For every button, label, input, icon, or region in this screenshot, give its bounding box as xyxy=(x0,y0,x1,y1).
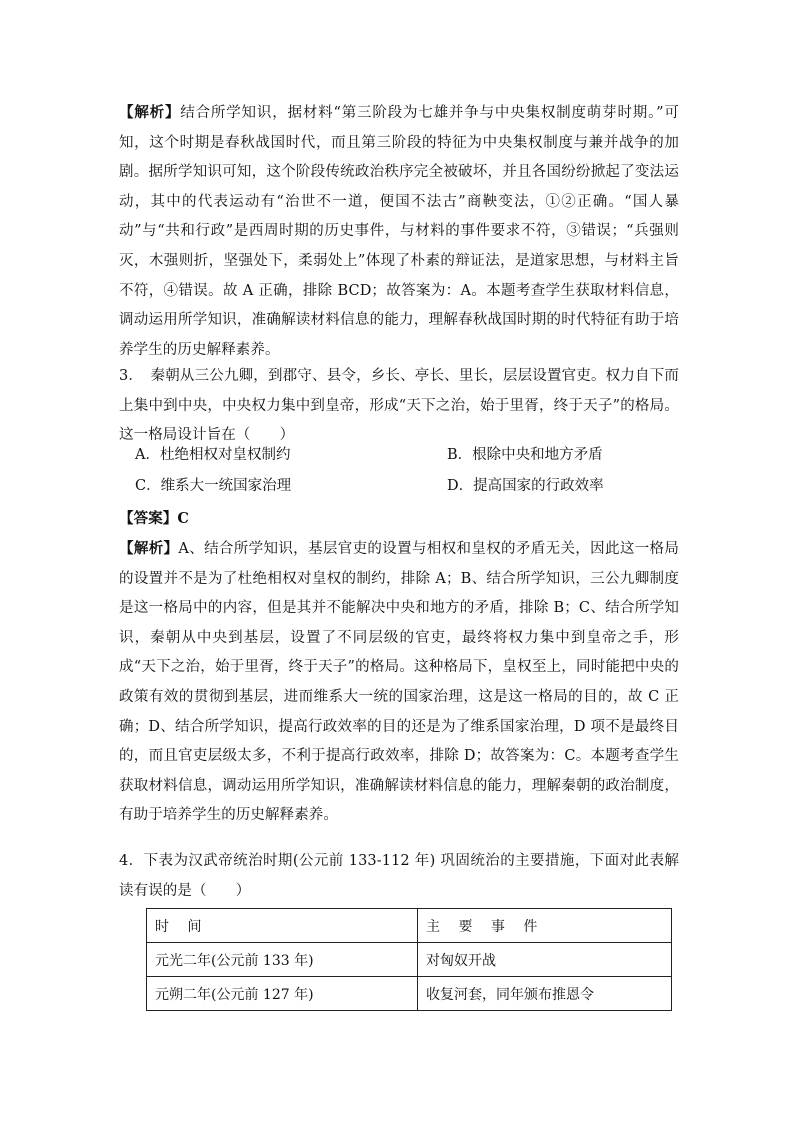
table-cell: 元光二年(公元前 133 年) xyxy=(147,943,418,977)
table-cell: 对匈奴开战 xyxy=(418,943,672,977)
table-header-cell: 时 间 xyxy=(147,909,418,943)
question-3-stem: 3． 秦朝从三公九卿，到郡守、县令，乡长、亭长、里长，层层设置官吏。权力自下而上集中到中央，中央权力集中到皇帝，形成“天下之治，始于里胥，终于天子”的格局。这一格局设计旨在（ ） xyxy=(119,368,679,444)
analysis-text: A、结合所学知识，基层官吏的设置与相权和皇权的矛盾无关，因此这一格局的设置并不是为了杜绝相权对皇权的制约，排除 A；B、结合所学知识，三公九卿制度是这一格局中的内容，但是其并不能解决中央和地方的矛盾，排除 B；C、结合所学知识，秦朝从中央到基层，设置了不同层级的官吏，最终将权力集中到皇帝之手，形成“天下之治，始于里胥，终于天子”的格局。这种格局下，皇权至上，同时能把中央的政策有效的贯彻到基层，进而维系大一统的国家治理，这是这一格局的目的，故 C 正确；D、结合所学知识，提高行政效率的目的还是为了维系国家治理，D 项不是最终目的，而且官吏层级太多，不利于提高行政效率，排除 D；故答案为：C。本题考查学生获取材料信息，调动运用所学知识，准确解读材料信息的能力，理解秦朝的政治制度，有助于培养学生的历史解释素养。 xyxy=(119,541,679,824)
table-row xyxy=(147,943,672,977)
table-cell: 元朔二年(公元前 127 年) xyxy=(147,977,418,1011)
option-b: B．根除中央和地方矛盾 xyxy=(447,447,603,463)
table-cell: 收复河套，同年颁布推恩令 xyxy=(418,977,672,1011)
question-3-answer: 【答案】C xyxy=(119,510,190,527)
option-c: C．维系大一统国家治理 xyxy=(135,478,292,494)
table-header-cell: 主 要 事 件 xyxy=(418,909,672,943)
table-header-row xyxy=(147,909,672,943)
option-a: A．杜绝相权对皇权制约 xyxy=(135,447,291,463)
analysis-paragraph xyxy=(119,98,679,365)
analysis-tag: 【解析】 xyxy=(119,540,179,557)
table-row xyxy=(147,977,672,1011)
question-4-stem: 4．下表为汉武帝统治时期(公元前 133-112 年) 巩固统治的主要措施，下面对此表解读有误的是（ ） xyxy=(119,853,679,899)
measures-table xyxy=(146,908,672,1011)
analysis-text: 结合所学知识，据材料“第三阶段为七雄并争与中央集权制度萌芽时期。”可知，这个时期是春秋战国时代，而且第三阶段的特征为中央集权制度与兼并战争的加剧。据所学知识可知，这个阶段传统政治秩序完全被破坏，并且各国纷纷掀起了变法运动，其中的代表运动有“治世不一道，便国不法古”商鞅变法，①②正确。“国人暴动”与“共和行政”是西周时期的历史事件，与材料的事件要求不符，③错误；“兵强则灭，木强则折，坚强处下，柔弱处上”体现了朴素的辩证法，是道家思想，与材料主旨不符，④错误。故 A 正确，排除 BCD；故答案为：A。本题考查学生获取材料信息，调动运用所学知识，准确解读材料信息的能力，理解春秋战国时期的时代特征有助于培养学生的历史解释素养。 xyxy=(119,105,679,358)
analysis-tag: 【解析】 xyxy=(119,104,181,121)
option-d: D．提高国家的行政效率 xyxy=(447,478,604,494)
question-3-analysis xyxy=(119,534,679,831)
